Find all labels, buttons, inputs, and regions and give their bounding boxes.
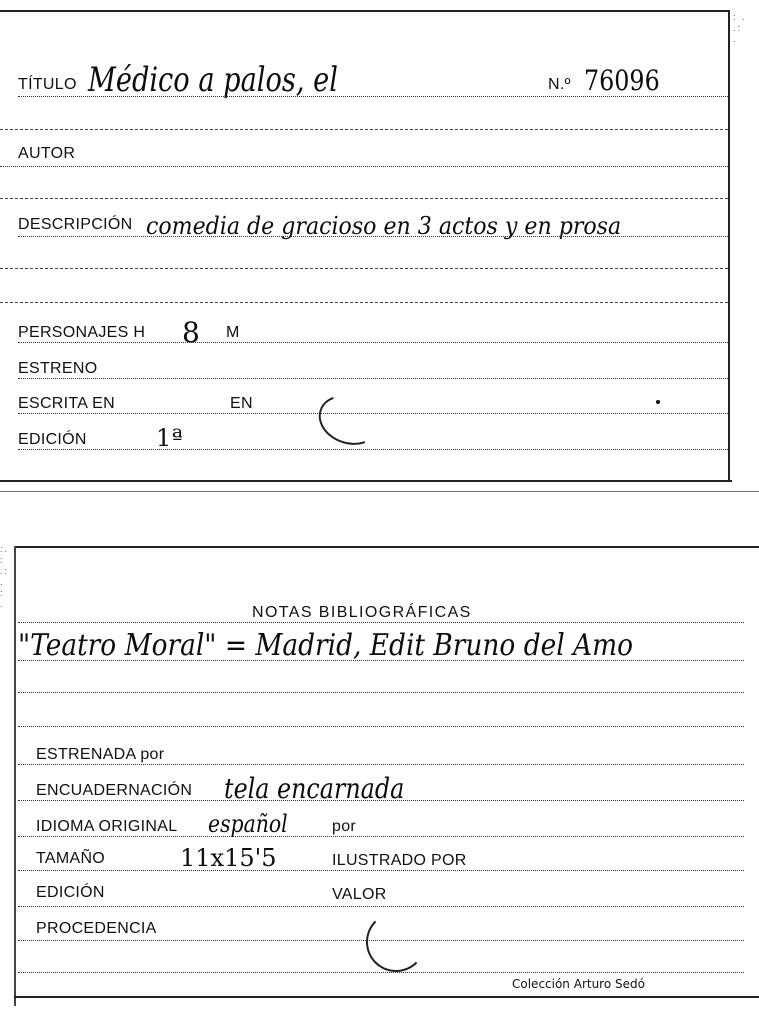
descripcion-value: comedia de gracioso en 3 actos y en prosa — [146, 212, 622, 240]
escrita-label: ESCRITA EN — [18, 395, 115, 412]
titulo-label: TÍTULO — [18, 76, 77, 93]
por-label: por — [332, 818, 357, 835]
stamp-mark — [366, 912, 426, 972]
paper-specks: :. : .: . : . — [0, 544, 10, 609]
notas-title: NOTAS BIBLIOGRÁFICAS — [252, 604, 472, 621]
card-bottom-border — [14, 996, 759, 998]
personajes-m-label: M — [226, 324, 240, 341]
catalog-card-front — [0, 0, 759, 492]
procedencia-label: PROCEDENCIA — [36, 920, 157, 937]
edicion-label: EDICIÓN — [36, 884, 105, 901]
stamp-mark — [312, 387, 387, 453]
numero-label: N.º — [548, 76, 571, 93]
paper-specks: : . .: . — [733, 12, 747, 44]
tamano-label: TAMAÑO — [36, 850, 106, 867]
estreno-label: ESTRENO — [18, 360, 98, 377]
edicion-label: EDICIÓN — [18, 431, 87, 448]
autor-label: AUTOR — [18, 145, 76, 162]
en-label: EN — [230, 395, 253, 412]
coleccion-footer: Colección Arturo Sedó — [512, 977, 645, 991]
ilustrado-label: ILUSTRADO POR — [332, 852, 467, 869]
edicion-value: 1ª — [156, 424, 183, 452]
titulo-value: Médico a palos, el — [88, 60, 338, 100]
card-left-border — [14, 546, 16, 1006]
valor-label: VALOR — [332, 886, 387, 903]
notas-value: "Teatro Moral" = Madrid, Edit Bruno del Amo — [18, 628, 634, 663]
tamano-value: 11x15'5 — [180, 844, 277, 872]
encuadernacion-value: tela encarnada — [224, 772, 405, 805]
personajes-h-value: 8 — [182, 316, 200, 349]
catalog-card-back — [0, 540, 759, 1028]
card-top-border — [14, 546, 759, 548]
personajes-label: PERSONAJES H — [18, 324, 146, 341]
numero-value: 76096 — [584, 64, 660, 97]
card-right-border — [728, 10, 730, 480]
card-bottom-border — [0, 480, 732, 482]
encuadernacion-label: ENCUADERNACIÓN — [36, 782, 193, 799]
idioma-label: IDIOMA ORIGINAL — [36, 818, 178, 835]
descripcion-label: DESCRIPCIÓN — [18, 216, 133, 233]
ink-dot — [656, 400, 660, 404]
card-separator — [0, 491, 759, 492]
estrenada-label: ESTRENADA por — [36, 746, 165, 763]
idioma-value: español — [208, 810, 288, 838]
card-top-border — [0, 10, 730, 12]
